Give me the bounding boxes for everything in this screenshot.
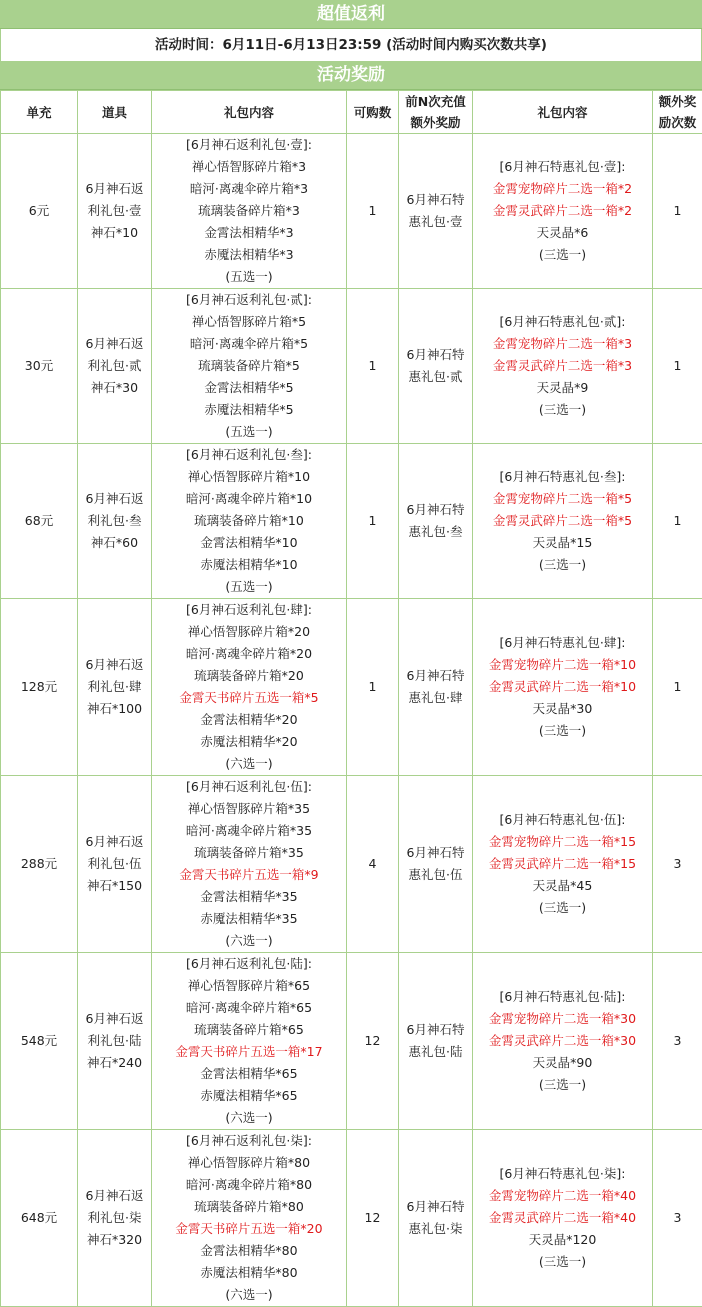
extra-line: 6月神石特 bbox=[399, 1019, 472, 1041]
pack2-cell bbox=[473, 1130, 653, 1307]
pack2-line: 天灵晶*15 bbox=[473, 532, 652, 554]
pack1-line: (五选一) bbox=[152, 576, 346, 598]
pack1-cell bbox=[152, 599, 347, 776]
pack2-line: 金霄灵武碎片二选一箱*3 bbox=[473, 355, 652, 377]
pack2-line: 天灵晶*45 bbox=[473, 875, 652, 897]
buy-count-cell: 4 bbox=[347, 776, 399, 953]
pack1-line: 禅心悟智豚碎片箱*10 bbox=[152, 466, 346, 488]
extra-cell bbox=[399, 444, 473, 599]
header-item: 道具 bbox=[78, 91, 152, 134]
price-cell: 30元 bbox=[1, 289, 78, 444]
pack1-line: 金霄法相精华*20 bbox=[152, 709, 346, 731]
price-cell: 6元 bbox=[1, 134, 78, 289]
item-line: 利礼包·叁 bbox=[78, 510, 151, 532]
price-cell: 68元 bbox=[1, 444, 78, 599]
pack1-line: 禅心悟智豚碎片箱*3 bbox=[152, 156, 346, 178]
pack1-cell bbox=[152, 953, 347, 1130]
item-cell bbox=[78, 599, 152, 776]
buy-count-cell: 12 bbox=[347, 1130, 399, 1307]
pack2-line: 金霄宠物碎片二选一箱*10 bbox=[473, 654, 652, 676]
pack1-cell bbox=[152, 134, 347, 289]
item-line: 利礼包·伍 bbox=[78, 853, 151, 875]
pack2-line: (三选一) bbox=[473, 244, 652, 266]
pack2-line: 天灵晶*30 bbox=[473, 698, 652, 720]
pack2-cell bbox=[473, 289, 653, 444]
extra-count-cell: 1 bbox=[653, 289, 702, 444]
pack2-line: (三选一) bbox=[473, 720, 652, 742]
extra-cell bbox=[399, 1130, 473, 1307]
pack1-line: 琉璃装备碎片箱*20 bbox=[152, 665, 346, 687]
table-row bbox=[1, 134, 702, 289]
pack1-line: [6月神石返利礼包·壹]: bbox=[152, 134, 346, 156]
pack2-line: 天灵晶*6 bbox=[473, 222, 652, 244]
pack1-line: (六选一) bbox=[152, 1284, 346, 1306]
pack2-line: [6月神石特惠礼包·贰]: bbox=[473, 311, 652, 333]
extra-line: 6月神石特 bbox=[399, 189, 472, 211]
pack2-line: [6月神石特惠礼包·柒]: bbox=[473, 1163, 652, 1185]
extra-line: 惠礼包·柒 bbox=[399, 1218, 472, 1240]
header-content2: 礼包内容 bbox=[473, 91, 653, 134]
pack2-line: [6月神石特惠礼包·叁]: bbox=[473, 466, 652, 488]
extra-cell bbox=[399, 776, 473, 953]
pack1-line: 金霄天书碎片五选一箱*20 bbox=[152, 1218, 346, 1240]
pack2-line: 金霄灵武碎片二选一箱*40 bbox=[473, 1207, 652, 1229]
pack1-line: 金霄法相精华*10 bbox=[152, 532, 346, 554]
extra-line: 6月神石特 bbox=[399, 344, 472, 366]
pack2-cell bbox=[473, 776, 653, 953]
pack1-line: 琉璃装备碎片箱*35 bbox=[152, 842, 346, 864]
pack1-line: 赤魇法相精华*5 bbox=[152, 399, 346, 421]
pack2-line: 金霄宠物碎片二选一箱*3 bbox=[473, 333, 652, 355]
pack1-line: 暗河·离魂伞碎片箱*3 bbox=[152, 178, 346, 200]
table-row bbox=[1, 1130, 702, 1307]
pack2-line: [6月神石特惠礼包·壹]: bbox=[473, 156, 652, 178]
extra-count-cell: 3 bbox=[653, 776, 702, 953]
header-extra-line2: 额外奖励 bbox=[399, 112, 472, 133]
extra-line: 惠礼包·肆 bbox=[399, 687, 472, 709]
extra-line: 6月神石特 bbox=[399, 842, 472, 864]
pack2-line: 金霄宠物碎片二选一箱*15 bbox=[473, 831, 652, 853]
pack1-line: 琉璃装备碎片箱*10 bbox=[152, 510, 346, 532]
price-cell: 648元 bbox=[1, 1130, 78, 1307]
activity-time: 活动时间：6月11日-6月13日23:59 (活动时间内购买次数共享) bbox=[0, 29, 702, 61]
item-line: 神石*150 bbox=[78, 875, 151, 897]
table-row bbox=[1, 776, 702, 953]
buy-count-cell: 1 bbox=[347, 599, 399, 776]
pack1-line: (五选一) bbox=[152, 266, 346, 288]
table-row bbox=[1, 289, 702, 444]
extra-line: 惠礼包·壹 bbox=[399, 211, 472, 233]
price-cell: 128元 bbox=[1, 599, 78, 776]
pack2-line: 金霄灵武碎片二选一箱*2 bbox=[473, 200, 652, 222]
rewards-title: 活动奖励 bbox=[0, 61, 702, 90]
extra-line: 6月神石特 bbox=[399, 665, 472, 687]
pack2-cell bbox=[473, 444, 653, 599]
extra-count-cell: 1 bbox=[653, 599, 702, 776]
item-line: 6月神石返 bbox=[78, 831, 151, 853]
pack1-line: 金霄天书碎片五选一箱*5 bbox=[152, 687, 346, 709]
item-line: 神石*60 bbox=[78, 532, 151, 554]
item-line: 6月神石返 bbox=[78, 654, 151, 676]
extra-cell bbox=[399, 134, 473, 289]
pack1-line: 金霄法相精华*65 bbox=[152, 1063, 346, 1085]
item-line: 利礼包·贰 bbox=[78, 355, 151, 377]
item-line: 神石*100 bbox=[78, 698, 151, 720]
pack1-line: 金霄法相精华*80 bbox=[152, 1240, 346, 1262]
pack1-line: 赤魇法相精华*10 bbox=[152, 554, 346, 576]
pack1-line: 赤魇法相精华*20 bbox=[152, 731, 346, 753]
pack2-line: 金霄宠物碎片二选一箱*40 bbox=[473, 1185, 652, 1207]
extra-cell bbox=[399, 289, 473, 444]
pack1-line: [6月神石返利礼包·柒]: bbox=[152, 1130, 346, 1152]
extra-cell bbox=[399, 953, 473, 1130]
extra-line: 惠礼包·贰 bbox=[399, 366, 472, 388]
pack2-line: 天灵晶*9 bbox=[473, 377, 652, 399]
header-extra bbox=[399, 91, 473, 134]
item-line: 利礼包·肆 bbox=[78, 676, 151, 698]
item-line: 神石*240 bbox=[78, 1052, 151, 1074]
pack2-line: 金霄宠物碎片二选一箱*30 bbox=[473, 1008, 652, 1030]
pack1-line: 琉璃装备碎片箱*3 bbox=[152, 200, 346, 222]
pack1-line: 暗河·离魂伞碎片箱*5 bbox=[152, 333, 346, 355]
pack1-line: [6月神石返利礼包·伍]: bbox=[152, 776, 346, 798]
extra-count-cell: 1 bbox=[653, 134, 702, 289]
buy-count-cell: 1 bbox=[347, 289, 399, 444]
item-line: 神石*320 bbox=[78, 1229, 151, 1251]
pack1-line: 金霄法相精华*3 bbox=[152, 222, 346, 244]
buy-count-cell: 1 bbox=[347, 134, 399, 289]
pack1-line: 金霄天书碎片五选一箱*9 bbox=[152, 864, 346, 886]
rewards-table bbox=[0, 90, 702, 1307]
extra-count-cell: 1 bbox=[653, 444, 702, 599]
item-cell bbox=[78, 776, 152, 953]
pack1-cell bbox=[152, 444, 347, 599]
pack1-line: (六选一) bbox=[152, 930, 346, 952]
table-body bbox=[1, 134, 702, 1307]
pack1-line: 暗河·离魂伞碎片箱*20 bbox=[152, 643, 346, 665]
pack2-line: 金霄宠物碎片二选一箱*2 bbox=[473, 178, 652, 200]
extra-line: 惠礼包·叁 bbox=[399, 521, 472, 543]
pack1-line: 暗河·离魂伞碎片箱*80 bbox=[152, 1174, 346, 1196]
header-buy-count: 可购数 bbox=[347, 91, 399, 134]
header-extra-count-line1: 额外奖 bbox=[653, 91, 702, 112]
item-line: 神石*30 bbox=[78, 377, 151, 399]
item-cell bbox=[78, 134, 152, 289]
price-cell: 548元 bbox=[1, 953, 78, 1130]
item-line: 6月神石返 bbox=[78, 333, 151, 355]
pack2-cell bbox=[473, 134, 653, 289]
item-line: 利礼包·壹 bbox=[78, 200, 151, 222]
pack1-line: (六选一) bbox=[152, 1107, 346, 1129]
pack2-cell bbox=[473, 599, 653, 776]
pack1-line: [6月神石返利礼包·陆]: bbox=[152, 953, 346, 975]
pack1-line: [6月神石返利礼包·肆]: bbox=[152, 599, 346, 621]
pack2-line: 金霄灵武碎片二选一箱*5 bbox=[473, 510, 652, 532]
extra-cell bbox=[399, 599, 473, 776]
table-row bbox=[1, 444, 702, 599]
pack1-line: 暗河·离魂伞碎片箱*65 bbox=[152, 997, 346, 1019]
extra-count-cell: 3 bbox=[653, 953, 702, 1130]
pack1-line: [6月神石返利礼包·贰]: bbox=[152, 289, 346, 311]
item-cell bbox=[78, 289, 152, 444]
pack1-line: 金霄法相精华*35 bbox=[152, 886, 346, 908]
pack1-cell bbox=[152, 776, 347, 953]
pack1-line: (五选一) bbox=[152, 421, 346, 443]
item-line: 利礼包·陆 bbox=[78, 1030, 151, 1052]
pack1-line: 赤魇法相精华*35 bbox=[152, 908, 346, 930]
buy-count-cell: 12 bbox=[347, 953, 399, 1130]
pack2-line: 金霄宠物碎片二选一箱*5 bbox=[473, 488, 652, 510]
pack2-line: (三选一) bbox=[473, 399, 652, 421]
pack2-line: 天灵晶*90 bbox=[473, 1052, 652, 1074]
pack1-line: (六选一) bbox=[152, 753, 346, 775]
pack2-line: [6月神石特惠礼包·陆]: bbox=[473, 986, 652, 1008]
pack1-line: 禅心悟智豚碎片箱*65 bbox=[152, 975, 346, 997]
table-header-row bbox=[1, 91, 702, 134]
pack1-line: 金霄天书碎片五选一箱*17 bbox=[152, 1041, 346, 1063]
item-cell bbox=[78, 1130, 152, 1307]
pack1-line: 琉璃装备碎片箱*5 bbox=[152, 355, 346, 377]
pack1-line: 禅心悟智豚碎片箱*80 bbox=[152, 1152, 346, 1174]
pack1-line: 金霄法相精华*5 bbox=[152, 377, 346, 399]
pack1-cell bbox=[152, 289, 347, 444]
pack1-line: 琉璃装备碎片箱*80 bbox=[152, 1196, 346, 1218]
extra-count-cell: 3 bbox=[653, 1130, 702, 1307]
pack1-line: 禅心悟智豚碎片箱*20 bbox=[152, 621, 346, 643]
pack2-line: (三选一) bbox=[473, 897, 652, 919]
pack2-line: 天灵晶*120 bbox=[473, 1229, 652, 1251]
header-extra-count-line2: 励次数 bbox=[653, 112, 702, 133]
buy-count-cell: 1 bbox=[347, 444, 399, 599]
item-cell bbox=[78, 444, 152, 599]
pack2-line: (三选一) bbox=[473, 554, 652, 576]
pack1-line: 禅心悟智豚碎片箱*5 bbox=[152, 311, 346, 333]
extra-line: 惠礼包·伍 bbox=[399, 864, 472, 886]
pack1-line: 赤魇法相精华*3 bbox=[152, 244, 346, 266]
item-line: 6月神石返 bbox=[78, 1185, 151, 1207]
pack2-line: (三选一) bbox=[473, 1074, 652, 1096]
pack1-line: 琉璃装备碎片箱*65 bbox=[152, 1019, 346, 1041]
banner-title: 超值返利 bbox=[0, 0, 702, 29]
header-extra-count bbox=[653, 91, 702, 134]
pack2-line: 金霄灵武碎片二选一箱*15 bbox=[473, 853, 652, 875]
extra-line: 6月神石特 bbox=[399, 499, 472, 521]
item-cell bbox=[78, 953, 152, 1130]
pack1-line: 暗河·离魂伞碎片箱*35 bbox=[152, 820, 346, 842]
pack1-line: 禅心悟智豚碎片箱*35 bbox=[152, 798, 346, 820]
extra-line: 惠礼包·陆 bbox=[399, 1041, 472, 1063]
pack2-line: 金霄灵武碎片二选一箱*30 bbox=[473, 1030, 652, 1052]
item-line: 神石*10 bbox=[78, 222, 151, 244]
item-line: 6月神石返 bbox=[78, 178, 151, 200]
pack2-line: [6月神石特惠礼包·肆]: bbox=[473, 632, 652, 654]
header-content1: 礼包内容 bbox=[152, 91, 347, 134]
pack2-line: [6月神石特惠礼包·伍]: bbox=[473, 809, 652, 831]
pack1-line: 暗河·离魂伞碎片箱*10 bbox=[152, 488, 346, 510]
pack1-line: 赤魇法相精华*65 bbox=[152, 1085, 346, 1107]
pack1-line: [6月神石返利礼包·叁]: bbox=[152, 444, 346, 466]
header-extra-line1: 前N次充值 bbox=[399, 91, 472, 112]
extra-line: 6月神石特 bbox=[399, 1196, 472, 1218]
item-line: 6月神石返 bbox=[78, 1008, 151, 1030]
pack1-cell bbox=[152, 1130, 347, 1307]
header-single: 单充 bbox=[1, 91, 78, 134]
item-line: 利礼包·柒 bbox=[78, 1207, 151, 1229]
table-row bbox=[1, 599, 702, 776]
pack2-line: 金霄灵武碎片二选一箱*10 bbox=[473, 676, 652, 698]
table-row bbox=[1, 953, 702, 1130]
price-cell: 288元 bbox=[1, 776, 78, 953]
item-line: 6月神石返 bbox=[78, 488, 151, 510]
pack1-line: 赤魇法相精华*80 bbox=[152, 1262, 346, 1284]
pack2-line: (三选一) bbox=[473, 1251, 652, 1273]
pack2-cell bbox=[473, 953, 653, 1130]
